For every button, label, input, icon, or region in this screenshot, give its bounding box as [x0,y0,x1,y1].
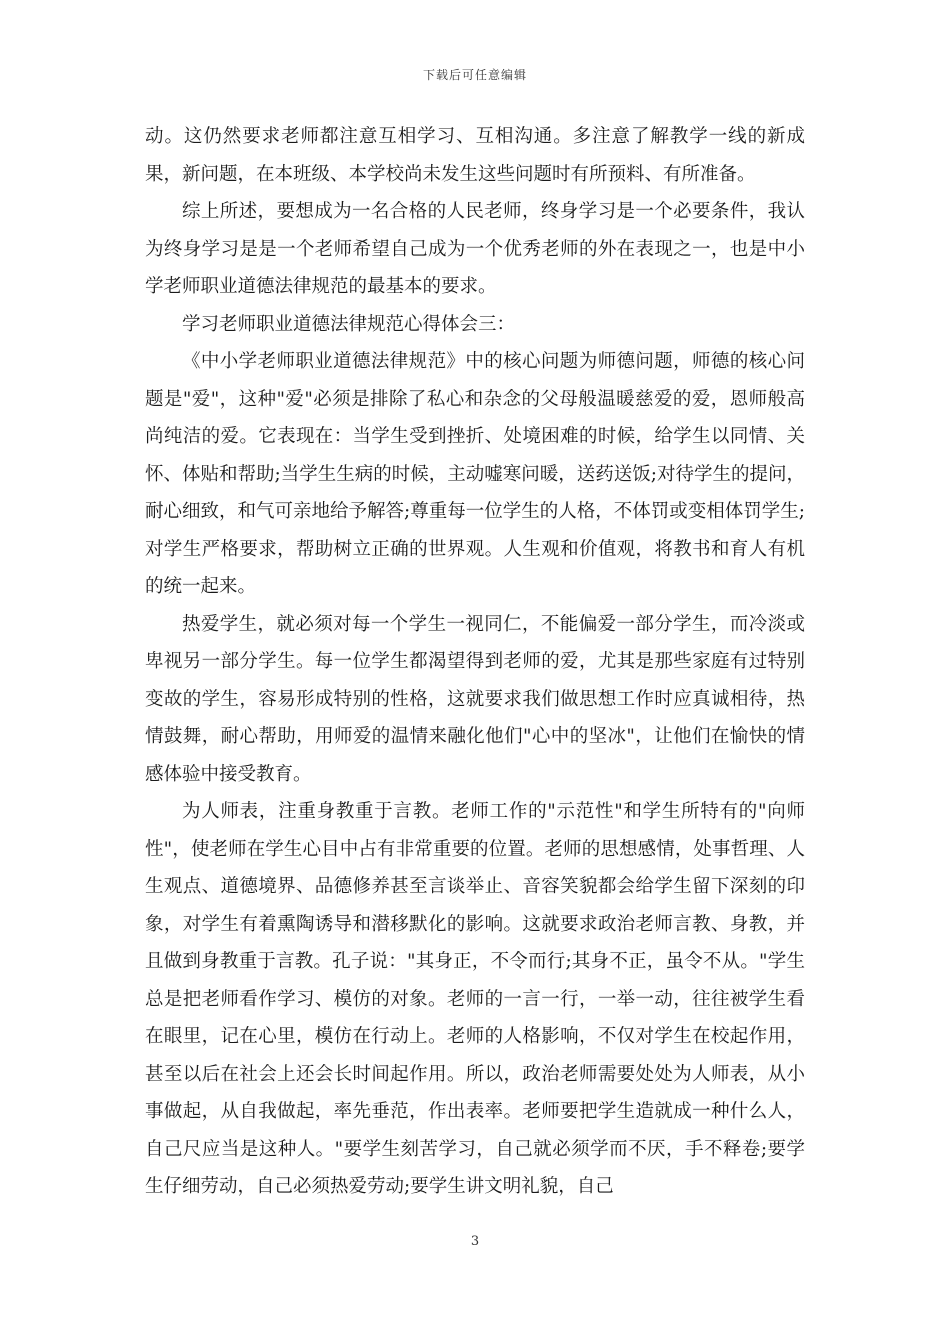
page-number: 3 [470,1234,480,1249]
paragraph-4: 《中小学老师职业道德法律规范》中的核心问题为师德问题，师德的核心问题是"爱"，这种"爱"必须是排除了私心和杂念的父母般温暖慈爱的爱，恩师般高尚纯洁的爱。它表现在：当学生受到挫折、处境困难的时候，给学生以同情、关怀、体贴和帮助;当学生生病的时候，主动嘘寒问暖，送药送饭;对待学生的提问，耐心细致，和气可亲地给予解答;尊重每一位学生的人格，不体罚或变相体罚学生;对学生严格要求，帮助树立正确的世界观。人生观和价值观，将教书和育人有机的统一起来。 [145,351,805,597]
paragraph-3-heading: 学习老师职业道德法律规范心得体会三： [182,313,516,335]
paragraph-6: 为人师表，注重身教重于言教。老师工作的"示范性"和学生所特有的"向师性"，使老师在学生心目中占有非常重要的位置。老师的思想感情，处事哲理、人生观点、道德境界、品德修养甚至言谈举止、音容笑貌都会给学生留下深刻的印象，对学生有着熏陶诱导和潜移默化的影响。这就要求政治老师言教、身教，并且做到身教重于言教。孔子说："其身正，不令而行;其身不正，虽令不从。"学生总是把老师看作学习、模仿的对象。老师的一言一行，一举一动，往往被学生看在眼里，记在心里，模仿在行动上。老师的人格影响，不仅对学生在校起作用，甚至以后在社会上还会长时间起作用。所以，政治老师需要处处为人师表，从小事做起，从自我做起，率先垂范，作出表率。老师要把学生造就成一种什么人，自己尺应当是这种人。"要学生刻苦学习，自己就必须学而不厌，手不释卷;要学生仔细劳动，自己必须热爱劳动;要学生讲文明礼貌，自己 [145,801,805,1197]
paragraph-1: 动。这仍然要求老师都注意互相学习、互相沟通。多注意了解教学一线的新成果，新问题，在本班级、本学校尚未发生这些问题时有所预料、有所准备。 [145,126,805,185]
paragraph-2: 综上所述，要想成为一名合格的人民老师，终身学习是一个必要条件，我认为终身学习是是一个老师希望自己成为一个优秀老师的外在表现之一，也是中小学老师职业道德法律规范的最基本的要求。 [145,201,805,297]
paragraph-5: 热爱学生，就必须对每一个学生一视同仁，不能偏爱一部分学生，而冷淡或卑视另一部分学生。每一位学生都渴望得到老师的爱，尤其是那些家庭有过特别变故的学生，容易形成特别的性格，这就要求我们做思想工作时应真诚相待，热情鼓舞，耐心帮助，用师爱的温情来融化他们"心中的坚冰"，让他们在愉快的情感体验中接受教育。 [145,613,805,785]
document-body [145,118,805,1206]
page-header: 下载后可任意编辑 [422,68,527,82]
